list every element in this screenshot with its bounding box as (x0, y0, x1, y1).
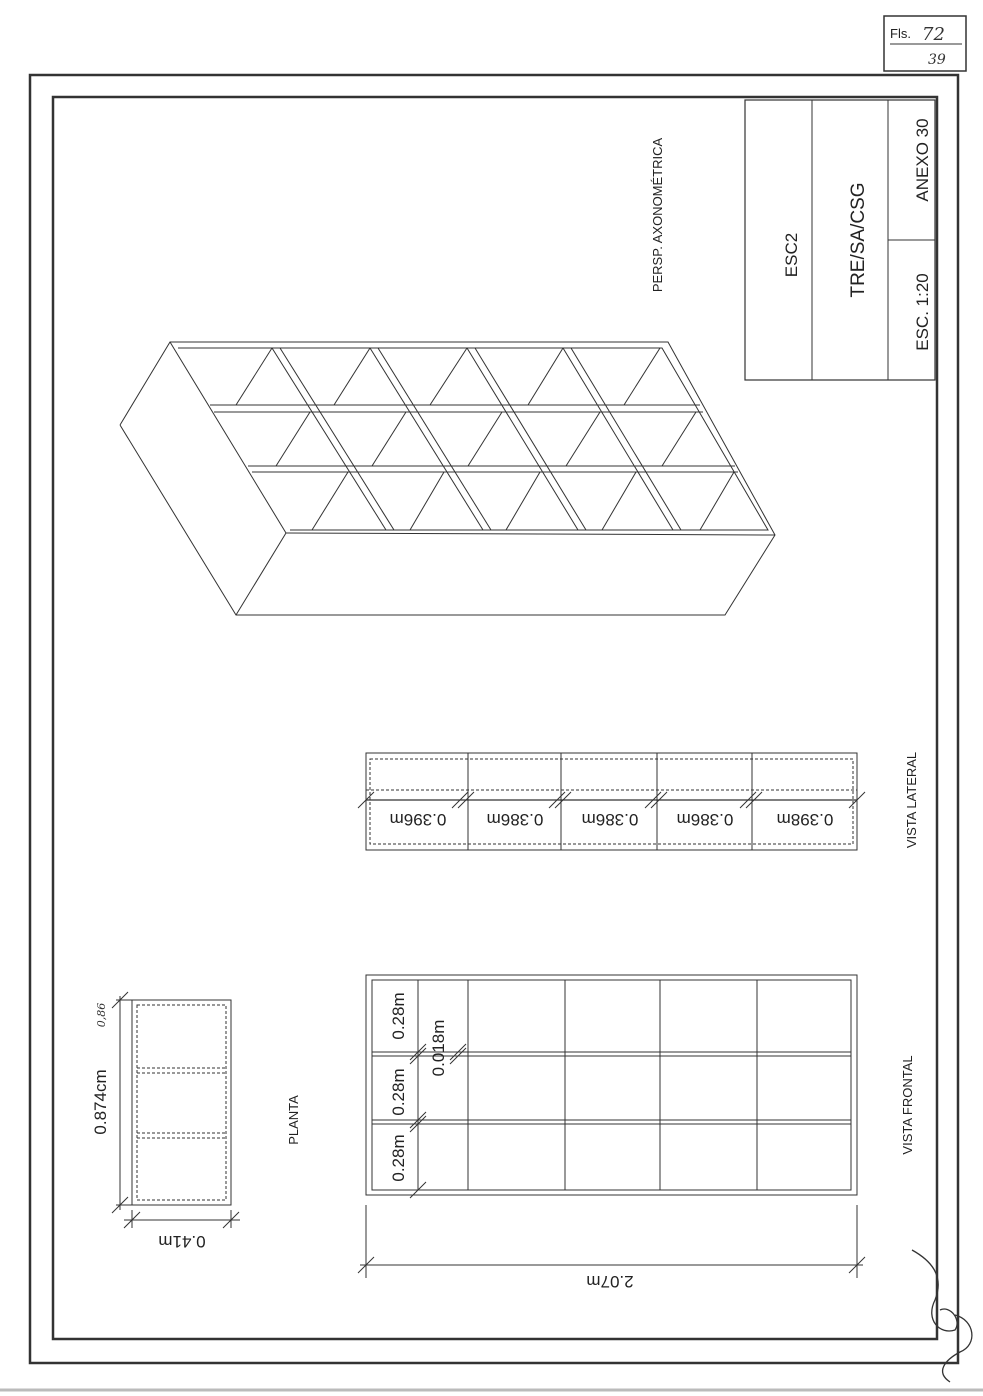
frontal-row-dim-3: 0.28m (389, 992, 408, 1040)
axonometric-view (120, 342, 775, 615)
stamp-label: Fls. (890, 26, 911, 41)
plan-label: PLANTA (286, 1095, 301, 1145)
plan-width-dim: 0.41m (158, 1232, 206, 1251)
frontal-label: VISTA FRONTAL (900, 1055, 915, 1155)
drawing-code: ESC2 (782, 232, 801, 278)
title-block (745, 100, 935, 380)
frontal-row-dim-2: 0.28m (389, 1068, 408, 1116)
total-width-dim: 2.07m (586, 1272, 634, 1291)
stamp-number: 72 (922, 24, 945, 45)
lateral-dim-4: 0.386m (676, 810, 734, 829)
lateral-view (358, 753, 865, 850)
annex-label: ANEXO 30 (913, 118, 932, 202)
inner-border (53, 97, 937, 1339)
stamp-sub: 39 (928, 52, 946, 68)
shelf-thickness-dim: 0.018m (429, 1019, 448, 1077)
axonometric-label: PERSP. AXONOMÉTRICA (650, 137, 665, 293)
lateral-dim-1: 0.396m (389, 810, 447, 829)
outer-border (30, 75, 958, 1363)
organization: TRE/SA/CSG (848, 182, 869, 298)
lateral-dim-5: 0.398m (776, 810, 834, 829)
lateral-dim-3: 0.386m (581, 810, 639, 829)
frontal-row-dim-1: 0.28m (389, 1134, 408, 1182)
lateral-dim-2: 0.386m (486, 810, 544, 829)
plan-view (112, 992, 240, 1228)
lateral-label: VISTA LATERAL (904, 751, 919, 849)
plan-depth-dim: 0.874cm (91, 1069, 110, 1135)
plan-depth-note: 0,86 (95, 1002, 108, 1028)
scale-label: ESC. 1:20 (913, 273, 932, 351)
page-stamp (884, 16, 966, 71)
